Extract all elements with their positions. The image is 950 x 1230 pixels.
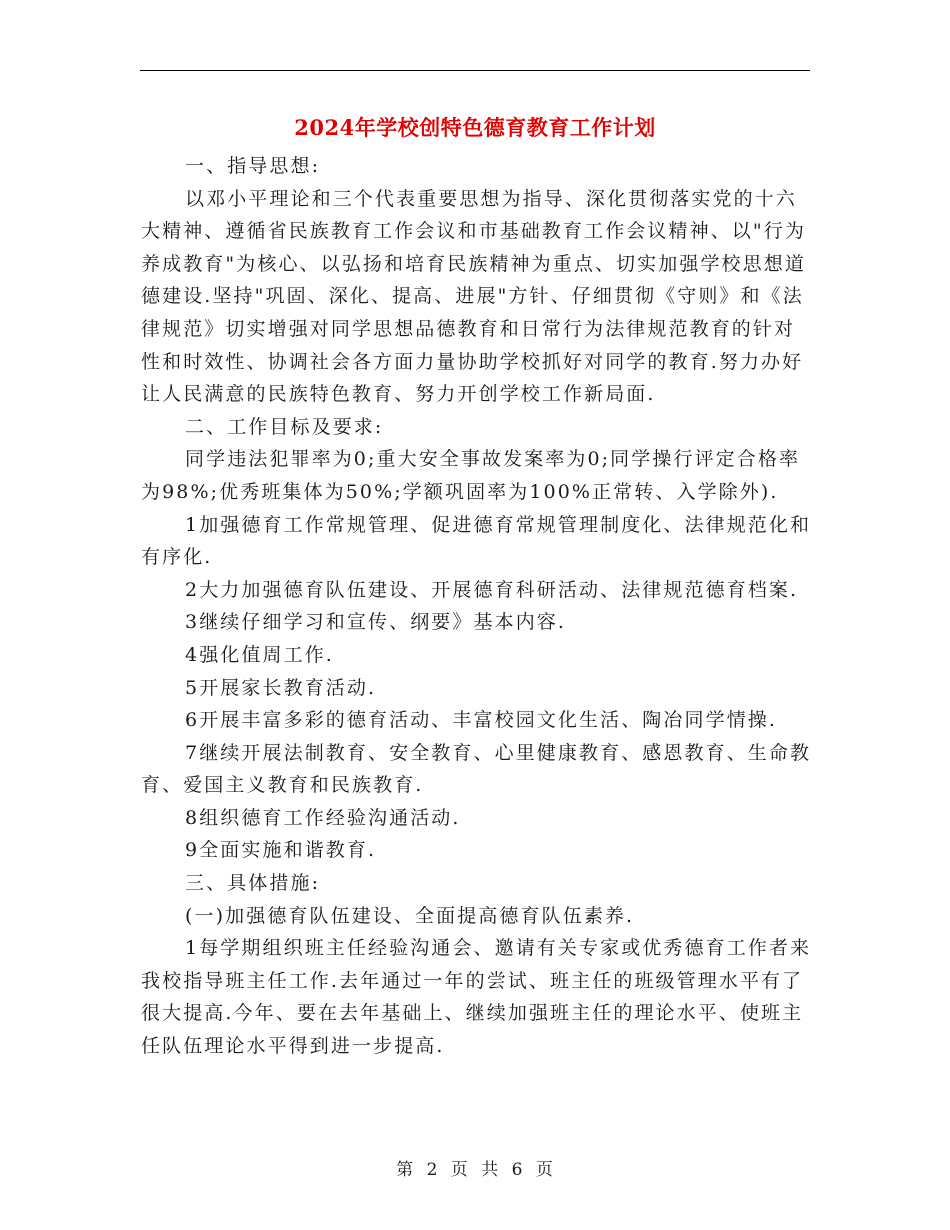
goal-item-4: 4强化值周工作. [185,643,334,666]
document-body [141,150,813,1063]
footer-current-page: 2 [426,1160,439,1180]
goal-item-7: 7继续开展法制教育、安全教育、心里健康教育、感恩教育、生命教育、爱国主义教育和民族教育. [141,741,812,797]
page-footer [0,1155,950,1180]
goal-item-9: 9全面实施和谐教育. [185,839,377,862]
paragraph-guiding-ideology: 以邓小平理论和三个代表重要思想为指导、深化贯彻落实党的十六大精神、遵循省民族教育工作会议和市基础教育工作会议精神、以"行为养成教育"为核心、以弘扬和培育民族精神为重点、切实加强学校思想道德建设.坚持"巩固、深化、提高、进展"方针、仔细贯彻《守则》和《法律规范》切实增强对同学思想品德教育和日常行为法律规范教育的针对性和时效性、协调社会各方面力量协助学校抓好对同学的教育.努力办好让人民满意的民族特色教育、努力开创学校工作新局面. [141,187,806,406]
footer-label-ye: 页 [450,1160,469,1180]
measure-item-1: 1每学期组织班主任经验沟通会、邀请有关专家或优秀德育工作者来我校指导班主任工作.去年通过一年的尝试、班主任的班级管理水平有了很大提高.今年、要在去年基础上、继续加强班主任的理论水平、使班主任队伍理论水平得到进一步提高. [141,937,812,1058]
paragraph-goals-rates: 同学违法犯罪率为0;重大安全事故发案率为0;同学操行评定合格率为98%;优秀班集体为50%;学额巩固率为100%正常转、入学除外). [141,448,801,503]
section-heading-guiding-ideology: 一、指导思想: [185,155,321,177]
section-heading-measures: 三、具体措施: [185,872,321,895]
goal-item-3: 3继续仔细学习和宣传、纲要》基本内容. [185,611,567,634]
footer-label-gong: 共 [481,1160,500,1180]
document-title: 2024年学校创特色德育教育工作计划 [294,115,656,140]
footer-total-pages: 6 [511,1160,524,1180]
section-heading-goals: 二、工作目标及要求: [185,415,384,438]
goal-item-2: 2大力加强德育队伍建设、开展德育科研活动、法律规范德育档案. [185,578,799,601]
subsection-heading-team-building: (一)加强德育队伍建设、全面提高德育队伍素养. [185,904,635,927]
goal-item-8: 8组织德育工作经验沟通活动. [185,806,461,829]
header-rule [140,70,810,71]
footer-label-ye-2: 页 [535,1160,554,1180]
goal-item-6: 6开展丰富多彩的德育活动、丰富校园文化生活、陶冶同学情操. [185,709,778,732]
goal-item-1: 1加强德育工作常规管理、促进德育常规管理制度化、法律规范化和有序化. [141,513,812,569]
footer-label-di: 第 [396,1160,415,1180]
goal-item-5: 5开展家长教育活动. [185,676,377,699]
